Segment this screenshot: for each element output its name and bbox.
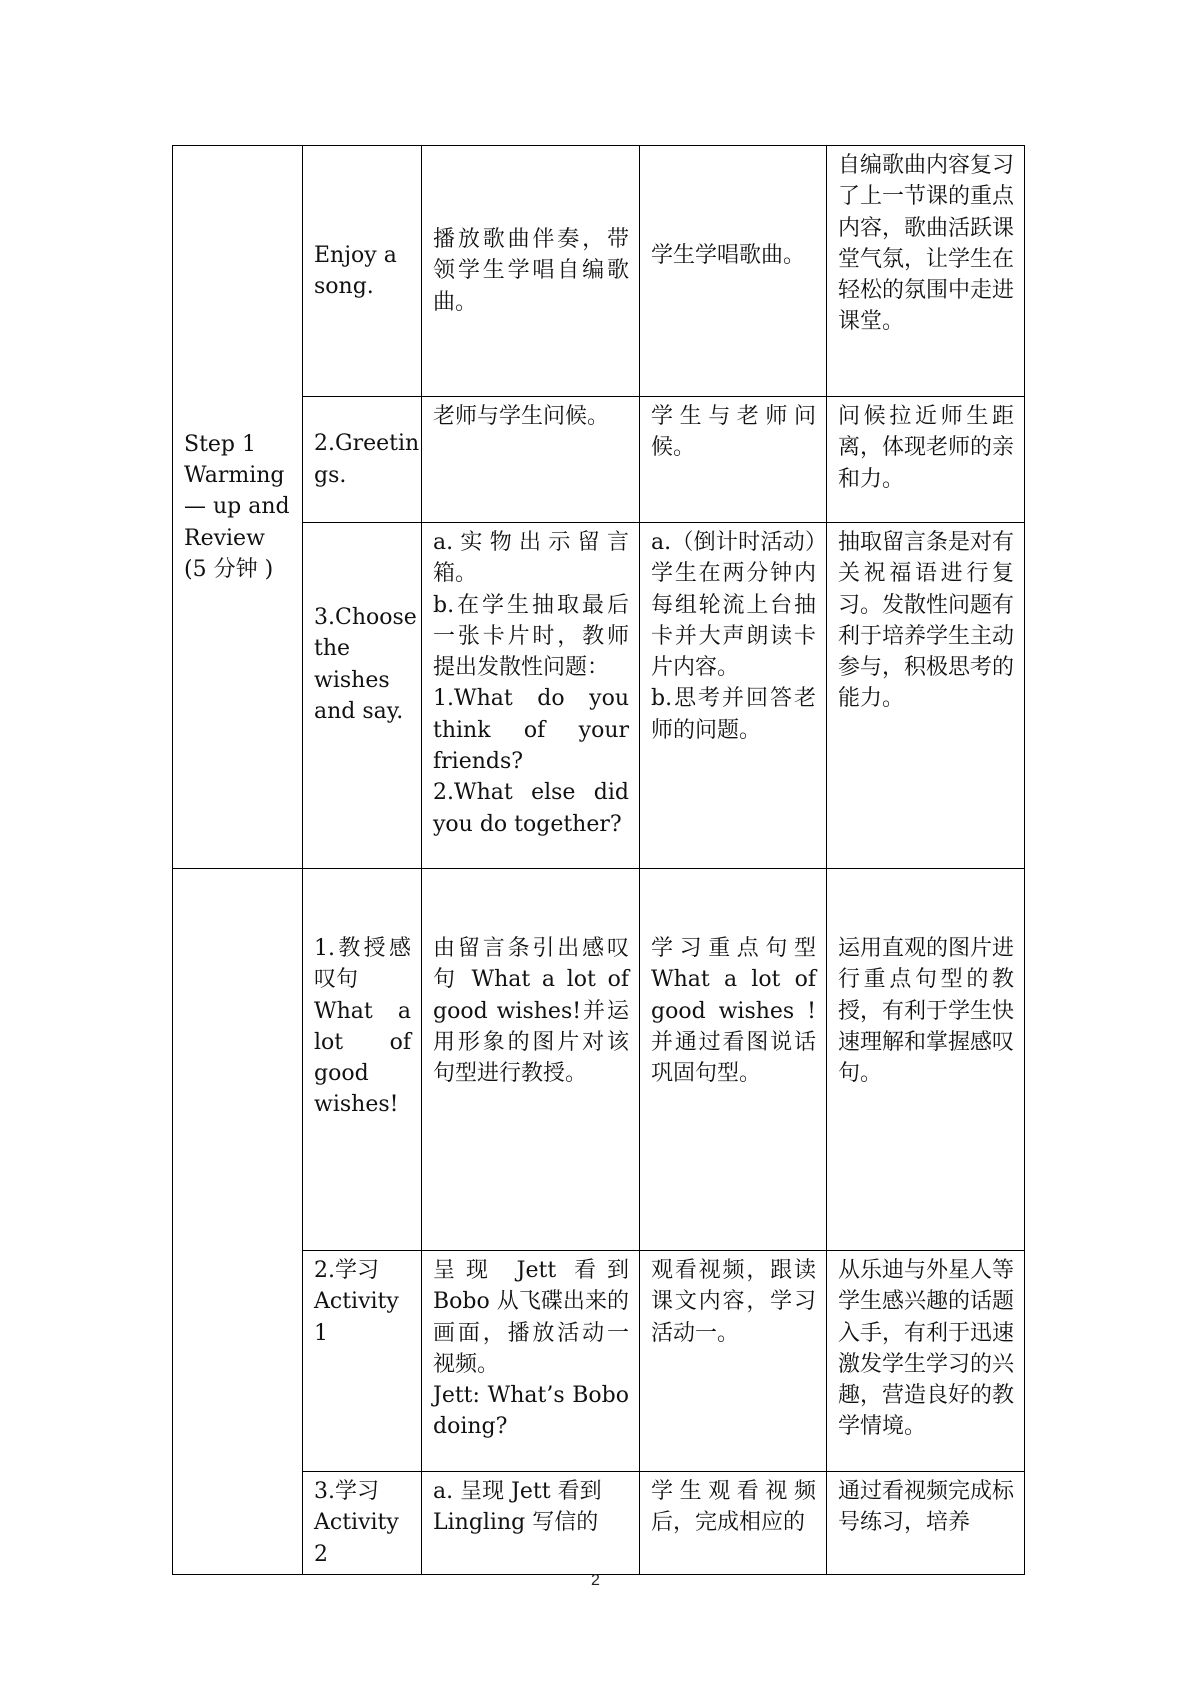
activity-cell bbox=[303, 869, 422, 1251]
step-label-cell bbox=[173, 869, 303, 1575]
purpose-text: 问候拉近师生距离，体现老师的亲和力。 bbox=[838, 404, 1015, 492]
step-label: Step 1 Warming — up and Review (5 分钟 ) bbox=[184, 431, 290, 582]
step-label-cell bbox=[173, 146, 303, 869]
activity-text: 3.Choose the wishes and say. bbox=[314, 604, 417, 724]
student-activity-text: 学生学唱歌曲。 bbox=[651, 242, 806, 268]
teacher-activity-text: 呈现 Jett 看到 Bobo 从飞碟出来的画面，播放活动一视频。 Jett: What’s Bobo doing? bbox=[433, 1258, 629, 1440]
teacher-activity-text: a. 呈现 Jett 看到 Lingling 写信的 bbox=[433, 1479, 602, 1536]
student-activity-cell bbox=[640, 146, 827, 397]
student-activity-text: 学生观看视频后，完成相应的 bbox=[651, 1479, 816, 1536]
activity-text: 2.学习 Activity 1 bbox=[314, 1258, 399, 1346]
purpose-text: 自编歌曲内容复习了上一节课的重点内容，歌曲活跃课堂气氛，让学生在轻松的氛围中走进课堂。 bbox=[838, 153, 1015, 335]
activity-text: 3.学习 Activity 2 bbox=[314, 1479, 399, 1567]
purpose-text: 运用直观的图片进行重点句型的教授，有利于学生快速理解和掌握感叹句。 bbox=[838, 936, 1015, 1087]
purpose-cell bbox=[827, 1472, 1025, 1575]
activity-cell bbox=[303, 397, 422, 523]
activity-text: 2.Greetin gs. bbox=[314, 431, 420, 488]
student-activity-cell bbox=[640, 1472, 827, 1575]
teacher-activity-text: 老师与学生问候。 bbox=[433, 404, 610, 429]
purpose-cell bbox=[827, 523, 1025, 869]
purpose-cell bbox=[827, 146, 1025, 397]
purpose-text: 通过看视频完成标号练习，培养 bbox=[838, 1479, 1015, 1536]
student-activity-text: 学习重点句型 What a lot of good wishes !并通过看图说话巩固句型。 bbox=[651, 936, 816, 1087]
table-row bbox=[173, 869, 1025, 1251]
student-activity-text: 观看视频，跟读课文内容，学习活动一。 bbox=[651, 1258, 816, 1346]
teacher-activity-text: 由留言条引出感叹句 What a lot of good wishes!并运用形象的图片对该句型进行教授。 bbox=[433, 936, 629, 1087]
teacher-activity-cell bbox=[422, 1472, 640, 1575]
teacher-activity-text: a.实物出示留言箱。 b.在学生抽取最后一张卡片时，教师提出发散性问题： 1.What do you think of your friends? 2.What else did you do together? bbox=[433, 530, 629, 837]
teacher-activity-cell bbox=[422, 869, 640, 1251]
teacher-activity-cell bbox=[422, 1251, 640, 1472]
activity-cell bbox=[303, 1251, 422, 1472]
activity-cell bbox=[303, 1472, 422, 1575]
student-activity-cell bbox=[640, 397, 827, 523]
lesson-plan-table bbox=[172, 145, 1025, 1575]
activity-text: 1.教授感叹句 What a lot of good wishes! bbox=[314, 936, 411, 1118]
purpose-cell bbox=[827, 397, 1025, 523]
teacher-activity-text: 播放歌曲伴奏，带领学生学唱自编歌曲。 bbox=[433, 227, 629, 315]
purpose-text: 抽取留言条是对有关祝福语进行复习。发散性问题有利于培养学生主动参与，积极思考的能力。 bbox=[838, 530, 1015, 712]
teacher-activity-cell bbox=[422, 146, 640, 397]
student-activity-text: a.（倒计时活动）学生在两分钟内每组轮流上台抽卡并大声朗读卡片内容。 b.思考并回答老师的问题。 bbox=[651, 530, 816, 743]
purpose-text: 从乐迪与外星人等学生感兴趣的话题入手，有利于迅速激发学生学习的兴趣，营造良好的教学情境。 bbox=[838, 1258, 1015, 1440]
purpose-cell bbox=[827, 869, 1025, 1251]
activity-cell bbox=[303, 146, 422, 397]
activity-cell bbox=[303, 523, 422, 869]
student-activity-cell bbox=[640, 1251, 827, 1472]
activity-text: Enjoy a song. bbox=[314, 242, 397, 299]
student-activity-cell bbox=[640, 523, 827, 869]
table-row bbox=[173, 146, 1025, 397]
student-activity-cell bbox=[640, 869, 827, 1251]
teacher-activity-cell bbox=[422, 523, 640, 869]
page-number: 2 bbox=[591, 1572, 600, 1589]
student-activity-text: 学生与老师问候。 bbox=[651, 404, 816, 461]
purpose-cell bbox=[827, 1251, 1025, 1472]
teacher-activity-cell bbox=[422, 397, 640, 523]
